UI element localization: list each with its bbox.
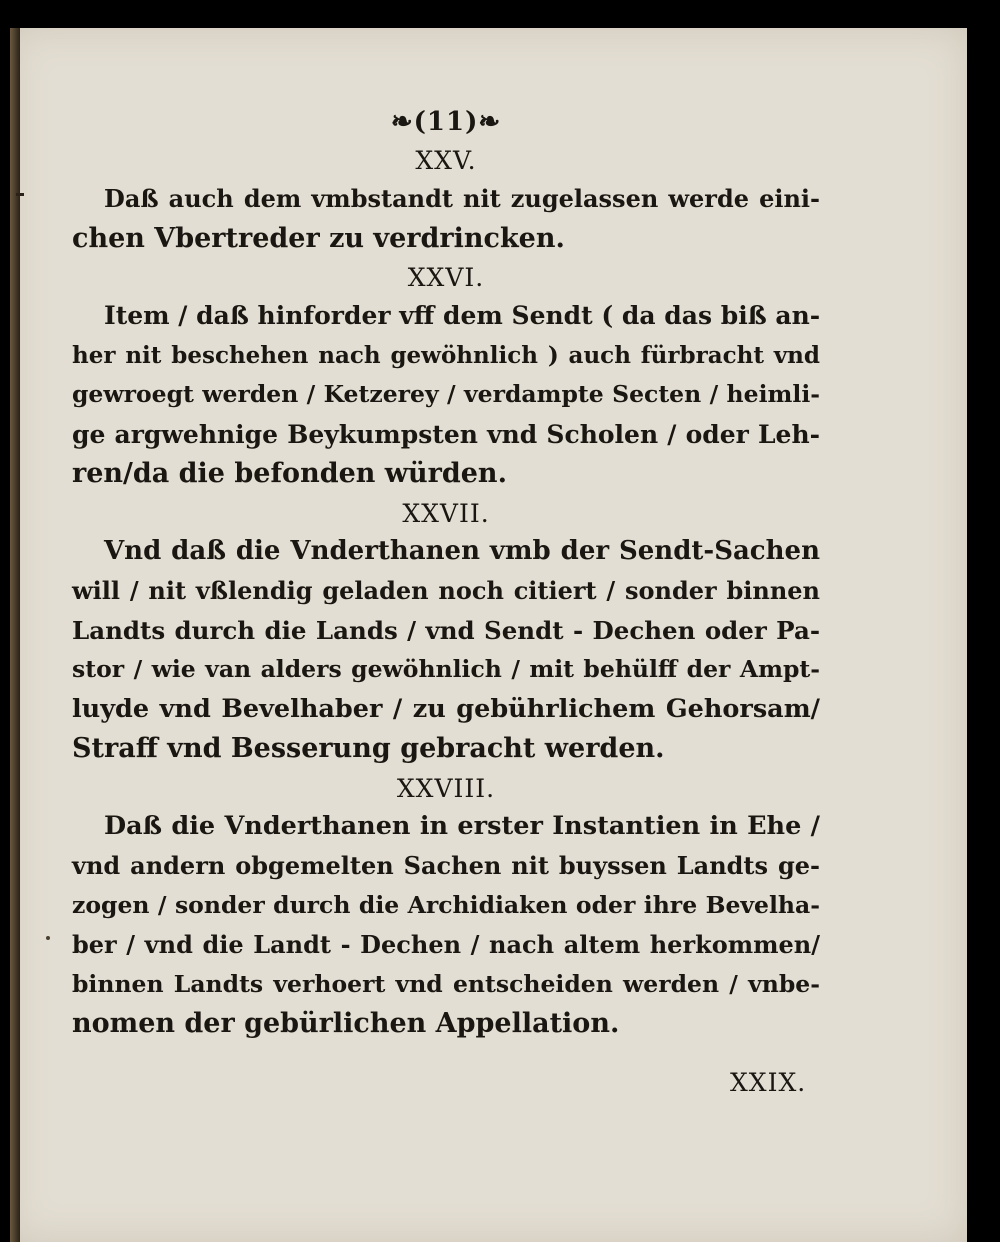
page-header: ❧(11)❧ xyxy=(390,107,502,137)
section-25 xyxy=(72,141,820,258)
text-line: Landts durch die Lands / vnd Sendt - Dechen oder Pa- xyxy=(72,615,820,645)
text-line: Item / daß hinforder vff dem Sendt ( da das biß an- xyxy=(104,301,821,330)
text-line: gewroegt werden / Ketzerey / verdampte Secten / heimli- xyxy=(72,380,820,408)
section-28 xyxy=(72,769,820,1044)
text-line: binnen Landts verhoert vnd entscheiden werden / vnbe- xyxy=(72,969,820,998)
section-number: XXVIII. xyxy=(396,773,496,803)
section-26 xyxy=(72,258,820,494)
text-line: chen Vbertreder zu verdrincken. xyxy=(72,222,565,254)
text-line: Vnd daß die Vnderthanen vmb der Sendt-Sachen xyxy=(104,535,820,566)
text-line: Daß die Vnderthanen in erster Instantien in Ehe / xyxy=(104,810,820,841)
section-number: XXV. xyxy=(415,146,477,175)
catchword: XXIX. xyxy=(730,1068,807,1097)
margin-mark xyxy=(16,193,24,196)
text-line: ren/da die befonden würden. xyxy=(72,458,507,489)
text-line: nomen der gebürlichen Appellation. xyxy=(72,1008,620,1039)
section-27 xyxy=(72,494,820,769)
text-line: luyde vnd Bevelhaber / zu gebührlichem Gehorsam/ xyxy=(72,693,820,724)
text-line: Daß auch dem vmbstandt nit zugelassen werde eini- xyxy=(104,184,820,213)
page-gutter xyxy=(10,28,20,1242)
paper-speck xyxy=(46,936,50,940)
text-line: ge argwehnige Beykumpsten vnd Scholen / oder Leh- xyxy=(72,419,820,449)
book-page xyxy=(10,28,967,1242)
text-line: will / nit vßlendig geladen noch citiert / sonder binnen xyxy=(72,576,820,605)
text-line: Straff vnd Besserung gebracht werden. xyxy=(72,733,665,764)
section-number: XXVI. xyxy=(407,263,485,292)
text-block xyxy=(72,103,820,1044)
text-line: zogen / sonder durch die Archidiaken oder ihre Bevelha- xyxy=(72,890,820,919)
text-line: ber / vnd die Landt - Dechen / nach altem herkommen/ xyxy=(72,930,820,959)
text-line: her nit beschehen nach gewöhnlich ) auch fürbracht vnd xyxy=(72,341,820,369)
text-line: vnd andern obgemelten Sachen nit buyssen Landts ge- xyxy=(72,851,820,880)
text-line: stor / wie van alders gewöhnlich / mit behülff der Ampt- xyxy=(72,655,820,683)
section-number: XXVII. xyxy=(402,498,490,528)
